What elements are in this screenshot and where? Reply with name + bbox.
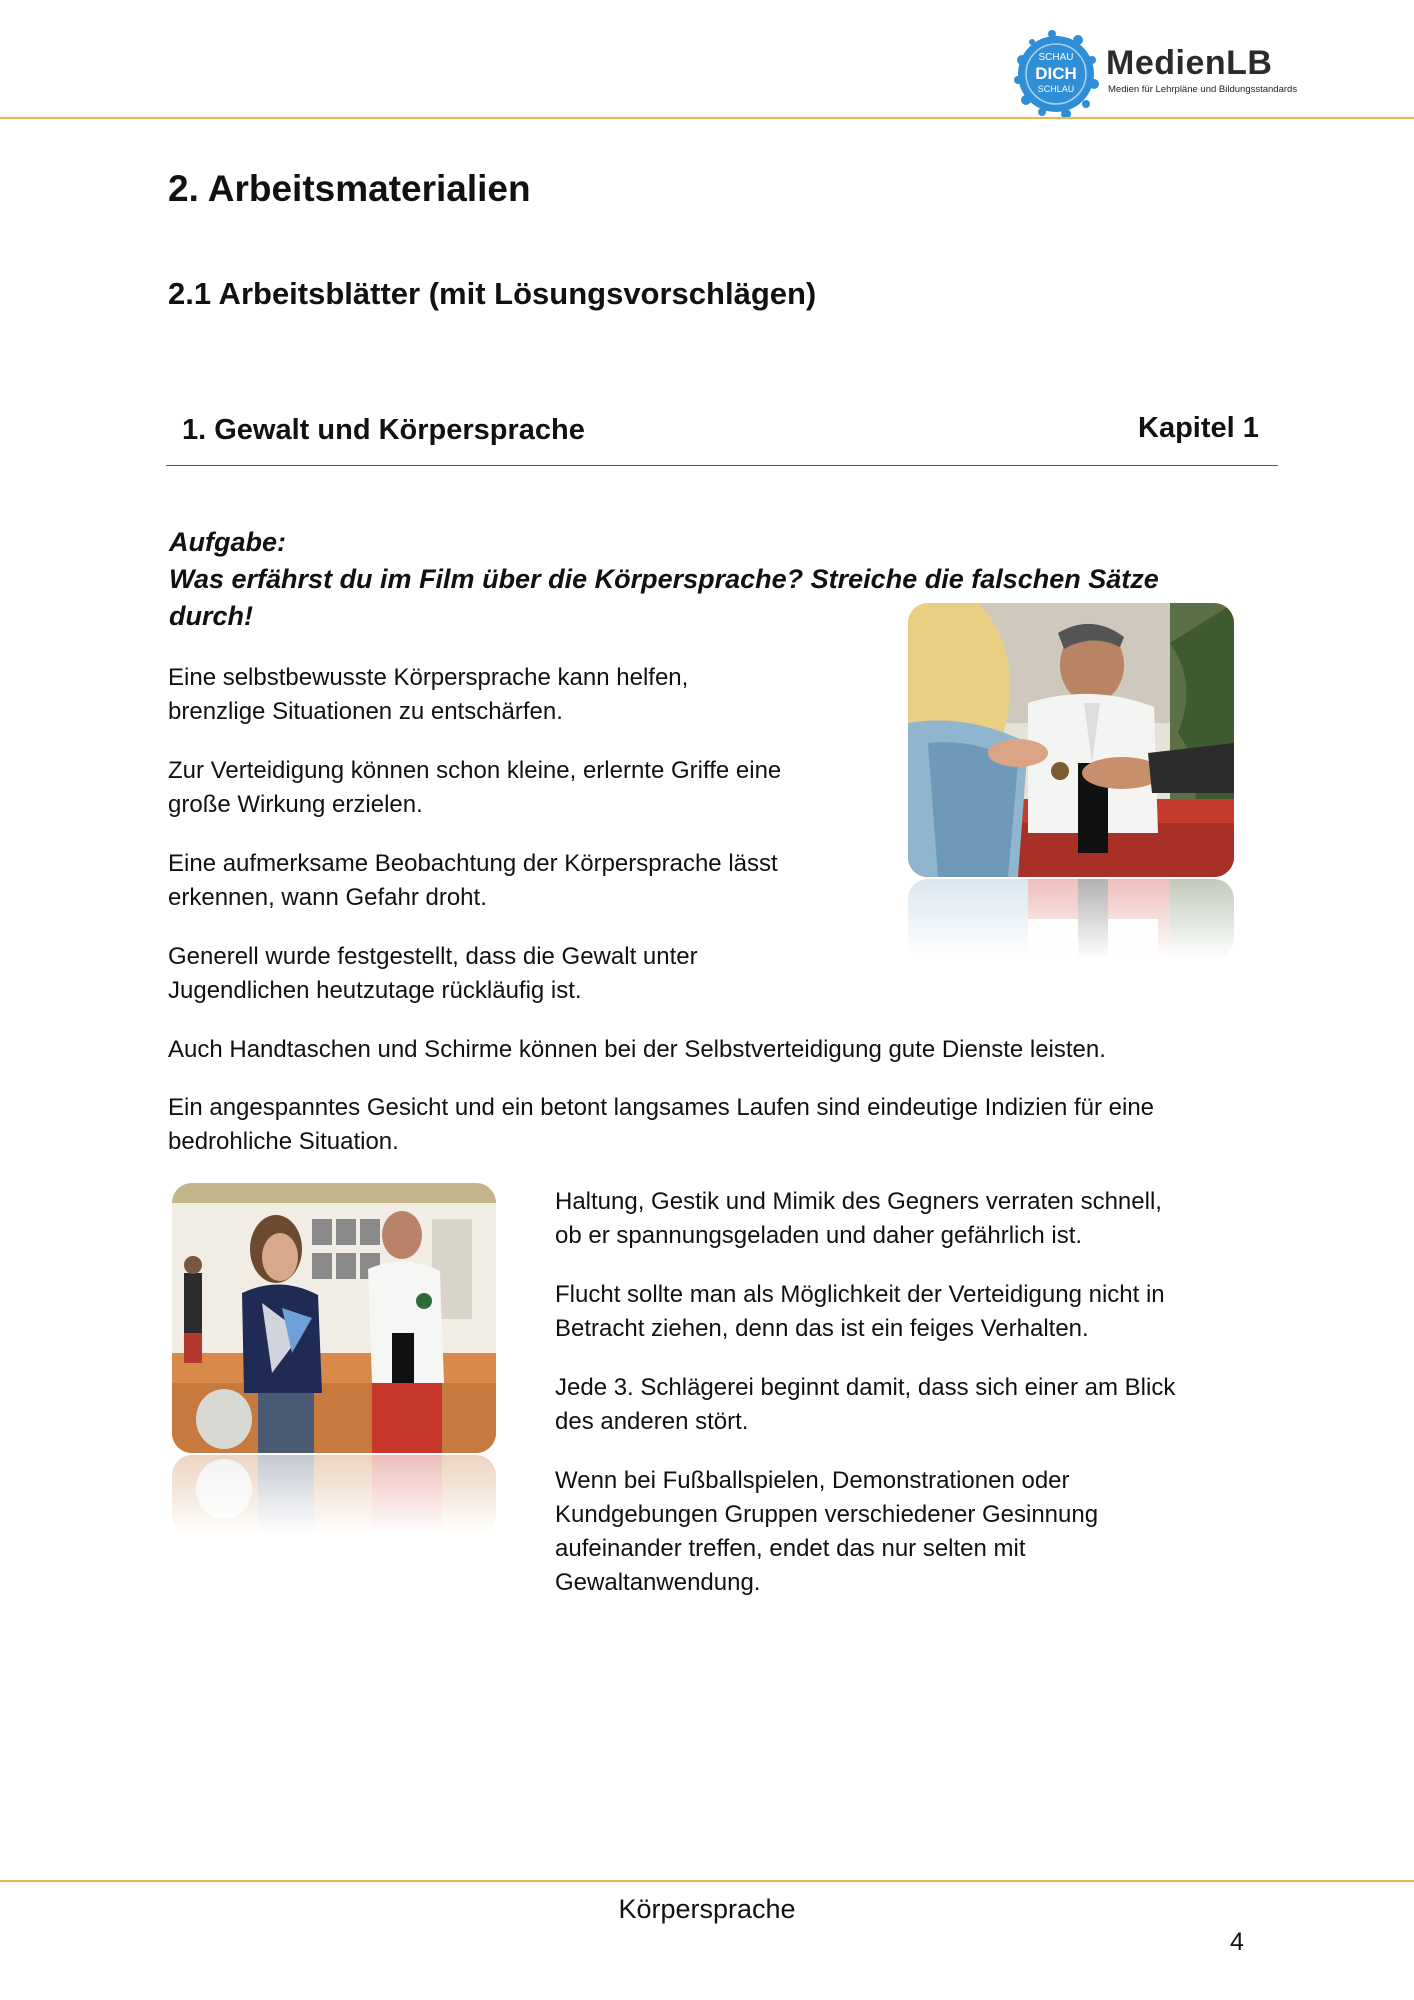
statement-1 — [168, 661, 688, 729]
statement-line: Ein angespanntes Gesicht und ein betont langsames Laufen sind eindeutige Indizien für eine — [168, 1094, 1155, 1121]
schau-dich-schlau-badge-icon — [1012, 30, 1100, 118]
reflection-image — [172, 1455, 496, 1535]
statement-line: Gewaltanwendung. — [555, 1569, 761, 1596]
medienlb-logo — [1008, 26, 1308, 122]
statement-4 — [168, 940, 698, 1008]
task-question-line-1: Was erfährst du im Film über die Körpersprache? Streiche die falschen Sätze — [169, 564, 1159, 594]
page-number: 4 — [1230, 1928, 1244, 1956]
task-label: Aufgabe: — [169, 527, 286, 557]
statement-line: Jede 3. Schlägerei beginnt damit, dass sich einer am Blick — [555, 1374, 1176, 1401]
badge-line-1: SCHAU — [1038, 52, 1074, 63]
task-question-line-2: durch! — [169, 601, 253, 631]
statement-line: große Wirkung erzielen. — [168, 791, 423, 818]
statement-line: Betracht ziehen, denn das ist ein feiges Verhalten. — [555, 1315, 1089, 1342]
statement-2 — [168, 754, 781, 822]
photo-dojo-scene-reflection — [172, 1455, 496, 1535]
footer-divider — [0, 1880, 1414, 1882]
footer-title: Körpersprache — [618, 1894, 796, 1924]
statement-7 — [555, 1185, 1162, 1253]
section-title: 1. Gewalt und Körpersprache — [182, 414, 585, 446]
statement-line: Wenn bei Fußballspielen, Demonstrationen oder — [555, 1467, 1070, 1494]
statement-line: Zur Verteidigung können schon kleine, erlernte Griffe eine — [168, 757, 782, 784]
photo-dojo-scene — [172, 1183, 496, 1453]
statement-line: Auch Handtaschen und Schirme können bei der Selbstverteidigung gute Dienste leisten. — [168, 1036, 1106, 1063]
badge-line-3: SCHLAU — [1037, 84, 1075, 94]
logo-title: MedienLB — [1106, 44, 1273, 82]
statement-line: Eine aufmerksame Beobachtung der Körpersprache lässt — [168, 850, 778, 877]
statement-line: erkennen, wann Gefahr droht. — [168, 884, 487, 911]
statement-9 — [555, 1371, 1175, 1439]
statement-line: bedrohliche Situation. — [168, 1128, 399, 1155]
statement-line: Haltung, Gestik und Mimik des Gegners verraten schnell, — [555, 1188, 1162, 1215]
statement-line: Kundgebungen Gruppen verschiedener Gesinnung — [555, 1501, 1099, 1528]
statement-line: Flucht sollte man als Möglichkeit der Verteidigung nicht in — [555, 1281, 1165, 1308]
statement-6 — [168, 1091, 1154, 1159]
photo-self-defense-grip-reflection — [908, 879, 1234, 959]
section-divider — [166, 465, 1278, 466]
chapter-label: Kapitel 1 — [1138, 412, 1259, 444]
page-subheading: 2.1 Arbeitsblätter (mit Lösungsvorschlägen) — [168, 276, 817, 311]
logo-subtitle: Medien für Lehrpläne und Bildungsstandards — [1108, 84, 1298, 95]
statement-line: ob er spannungsgeladen und daher gefährlich ist. — [555, 1222, 1083, 1249]
statement-line: brenzlige Situationen zu entschärfen. — [168, 698, 563, 725]
self-defense-grip-photo-icon — [908, 603, 1234, 877]
reflection-image — [908, 879, 1234, 959]
statement-line: Generell wurde festgestellt, dass die Gewalt unter — [168, 943, 698, 970]
statement-10 — [555, 1464, 1098, 1600]
statement-5 — [168, 1033, 1106, 1067]
statement-8 — [555, 1278, 1165, 1346]
statement-line: Eine selbstbewusste Körpersprache kann helfen, — [168, 664, 689, 691]
statement-line: aufeinander treffen, endet das nur selten mit — [555, 1535, 1026, 1562]
header-divider — [0, 117, 1414, 119]
dojo-scene-photo-icon — [172, 1183, 496, 1453]
statement-line: des anderen stört. — [555, 1408, 749, 1435]
photo-self-defense-grip — [908, 603, 1234, 877]
page-heading: 2. Arbeitsmaterialien — [168, 168, 531, 209]
statement-line: Jugendlichen heutzutage rückläufig ist. — [168, 977, 582, 1004]
statement-3 — [168, 847, 778, 915]
badge-line-2: DICH — [1035, 64, 1077, 83]
